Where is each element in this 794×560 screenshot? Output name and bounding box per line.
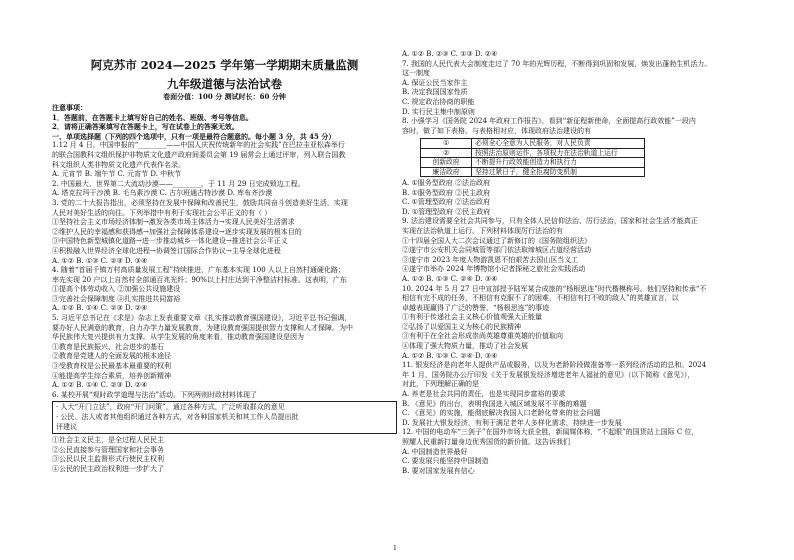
text-line: ③中国特色新型城镇化道路→进一步推动城乡一体化建设→推进社会公平正义 <box>52 237 288 246</box>
table-cell-value: 坚持过紧日子，健全拒腐防变机制 <box>472 167 645 176</box>
text-line: 4. 随着“首届千镇万村高质量发展工程”持续推进，广东基本实现 100 人以上自然村通硬化路； <box>52 266 345 275</box>
text-line: C. 规定政治协商的职能 <box>402 97 475 106</box>
text-line: A. 中国制造世界最好 <box>402 447 468 456</box>
text-line: A. ①② B. ①③ C. ②④ D. ③④ <box>402 351 498 360</box>
exam-title: 阿克苏市 2024—2025 学年第一学期期末质量监测 <box>90 58 359 72</box>
text-line: A. 元宵节 B. 端午节 C. 元宵节 D. 中秋节 <box>52 170 182 179</box>
text-line: ④公民的民主政治权利进一步扩大了 <box>52 464 164 473</box>
text-line: A. ①② B. ①③ C. ②④ D. ③④ <box>402 274 498 283</box>
text-line: B. 要对国家发展有信心 <box>402 466 475 475</box>
text-line: 7. 我国的人民代表大会制度走过了 70 年的光辉历程，不断得到巩固和发展，焕发出蓬勃生机活力。 <box>402 59 712 68</box>
text-line: ①提高个体劳动收入 ②加强公共设施建设 <box>52 285 181 294</box>
material-box <box>52 401 397 434</box>
text-line: 8. 小强学习《国务院 2024 年政府工作报告》，看到“新征程新使命，全面提高行政效能”一段内 <box>402 117 696 126</box>
table-cell-key: 廉洁政府 <box>421 167 472 176</box>
text-line: 华民族伟大复兴提供有力支撑。从学生发展的角度来看，推动教育强国建设是因为 <box>52 333 304 342</box>
text-line: ①十四届全国人大二次会议通过了新修订的《国务院组织法》 <box>402 236 591 245</box>
text-line: ②公民直接参与管理国家和社会事务 <box>52 445 164 454</box>
table-cell-key: ① <box>421 139 472 148</box>
box-line: · 人大“开门立法”，政府“开门问策”，通过各种方式，广泛听取群众的意见 <box>56 403 285 412</box>
text-line: ③完善社会保障制度 ④扎实推进共同富裕 <box>52 294 181 303</box>
box-line: · 公民、法人或者其他组织通过各种方式，对各种国家机关和其工作人员提出批 <box>56 413 299 421</box>
text-line: 11. 银发经济是向老年人提供产品或服务，以及为老龄阶段做准备等一系列经济活动的总和。2024 <box>402 361 707 370</box>
text-line: 卓越表现赢得了广泛的赞誉，“杨根思连”的事迹 <box>402 303 550 312</box>
exam-subtitle: 九年级道德与法治试卷 <box>167 77 282 91</box>
text-line: 科文组织人类非物质文化遗产代表作名录。 <box>52 160 185 169</box>
text-line: 注意事项： <box>52 103 87 112</box>
text-line: C. 《意见》的实施，能彻底解决我国人口老龄化带来的社会问题 <box>402 409 601 418</box>
text-line: ②教育是党建人的全面发展的根本途径 <box>52 352 171 361</box>
text-line: ③遂宁市 2023 年度人物游凯恩不怕艰苦去国山区当义工 <box>402 255 579 264</box>
table-row <box>421 148 645 157</box>
text-line: A. 养老是社会共同的责任，也是实现同步富裕的要求 <box>402 390 566 399</box>
answer-table <box>420 138 645 177</box>
text-line: ③受教育权是公民最基本最重要的权利 <box>52 362 171 371</box>
text-line: ②弘扬了以爱国主义为核心的民族精神 <box>402 322 521 331</box>
text-line: A. 塔克拉玛干沙漠 B. 毛乌素沙漠 C. 古尔班通古特沙漠 D. 库布齐沙漠 <box>52 189 273 198</box>
text-line: 5. 习近平总书记在《求是》杂志上发表重要文章《扎实推动教育强国建设》，习近平总书记强调， <box>52 314 352 323</box>
table-cell-key: ② <box>421 148 472 157</box>
text-line: 实现在法治轨道上运行。下列材料体现厉行法治的有 <box>402 226 563 235</box>
text-line: ①有利于传递社会主义核心价值观强大正能量 <box>402 313 542 322</box>
text-line: 这一制度 <box>402 69 430 78</box>
text-line: 对此，下列理解正确的是 <box>402 380 479 389</box>
text-line: A. ①② B. ①④ C. ②③ D. ②④ <box>52 381 148 390</box>
text-line: 人民对美好生活的向往。下列举措中有利于实现社会公平正义的有（ ） <box>52 208 272 217</box>
table-row <box>421 167 645 176</box>
exam-meta: 卷面分值：100 分 测试时长：60 分钟 <box>163 92 286 101</box>
text-line: 10. 2024 年 5 月 27 日中宣部授予陆军某合成旅的“杨根思连”时代楷模称号。他们坚持和传承“不 <box>402 284 707 293</box>
right-column <box>402 50 772 476</box>
text-line: 1.12 月 4 日，中国申报的“________——中国人庆祝传统新年的社会实践”在巴拉圭亚松森举行 <box>52 141 345 150</box>
text-line: ②维护人民的幸福感和获得感→加强社会保障体系建设→逐步实现发展的根本目的 <box>52 227 302 236</box>
text-line: A. ①② B. ①③ C. ②③ D. ③④ <box>52 256 148 265</box>
text-line: ④积极融入世界经济全球化进程→协调签订国际合作协议→主导全球化进程 <box>52 246 281 255</box>
text-line: C. ①管理型政府 ②法治政府 <box>402 198 491 207</box>
text-line: ④遂宁市举办 2024 年博物馆小记者探秘之旅社会实践活动 <box>402 265 586 274</box>
text-line: A. ①② B. ②③ C. ①③ D. ②④ <box>402 50 498 58</box>
text-line: ③有利于在全社会形成崇尚英雄尊重英雄的价值取向 <box>402 332 563 341</box>
text-line: 容时，做了如下表格。与表格相对应，体现政府法治建设的有 <box>402 126 591 135</box>
text-line: 一、单项选择题（下列的四个选项中，只有一项是最符合题意的。每小题 3 分，共 45 分） <box>52 131 336 141</box>
table-row <box>421 139 645 148</box>
box-line: 评建议 <box>56 422 77 431</box>
table-cell-value: 不断提升行政效能创造力和执行力 <box>472 158 645 167</box>
text-line: 12. 中国的电动车“三剑子”在国外市场大获全胜，新闻媒体称，“不起眼”的国货站上国际 C 位， <box>402 428 699 437</box>
text-line: A. ①服务型政府 ②法治政府 <box>402 178 491 187</box>
text-line: ④能提高学生综合素质，培养创新精神 <box>52 371 171 380</box>
left-column <box>52 103 397 475</box>
text-line: ④体现了强大物质力量，推动了社会发展 <box>402 342 528 351</box>
text-line: ②遂宁市公安机关会同城管等部门依法取缔城区占道经营活动 <box>402 246 591 255</box>
text-line: ③公民以民主监督形式行使民主权利 <box>52 455 164 464</box>
text-line: ①社会主义民主，是全过程人民民主 <box>52 436 164 445</box>
text-line: A. ①② B. ①④ C. ②③ D. ②④ <box>52 304 148 313</box>
text-line: B. 《意见》的出台，表明我国进入城区域发展不平衡的难题 <box>402 399 587 408</box>
table-cell-key: 创新政府 <box>421 158 472 167</box>
text-line: C. 要发展只能坚持中国制造 <box>402 457 489 466</box>
text-line: D. 发展社大银发经济，有利于满足老年人多样化需求，持续进一步发展 <box>402 418 622 427</box>
text-line: 1．答题前，在答题卡上填写好自己的姓名、班级、考号等信息。 <box>52 112 253 122</box>
text-line: 3. 党的二十大报告指出，必须坚持在发展中保障和改善民生，鼓励共同奋斗创造美好生活，实现 <box>52 198 348 207</box>
table-cell-value: 按照法治原则运作，各项权力在法治轨道上运行 <box>472 148 645 157</box>
text-line: B. 决定我国国家性质 <box>402 88 468 97</box>
table-row <box>421 158 645 167</box>
text-line: B. ①服务型政府 ②民主政府 <box>402 188 491 197</box>
table-cell-value: 必须全心全意为人民服务，对人民负责 <box>472 139 645 148</box>
text-line: ①教育是民族振兴、社会进步的基石 <box>52 342 164 351</box>
text-line: 要办好人民满意的教育，自力办学力量发展教育，为建设教育强国提供智力支撑和人才保障。为中 <box>52 323 353 332</box>
text-line: D. 实行民主集中制原则 <box>402 107 475 116</box>
text-line: 率先实现 20 户以上自然村全部通百兆光纤；90%以上村庄达到干净整洁村标准。这表明，广东 <box>52 275 347 284</box>
text-line: 2．请将正确答案填写在答题卡上，写在试卷上的答案无效。 <box>52 122 239 132</box>
text-line: ①坚持社会主义市场经济体制→激发各类市场主体活力→实现人民美好生活需求 <box>52 218 295 227</box>
text-line: A. 保证公民当家作主 <box>402 78 468 87</box>
text-line: 9. 法治建设需要全社会共同参与，只有全体人民信仰法治、厉行法治，国家和社会生活才能真正 <box>402 217 698 226</box>
text-line: 年 1 月，国务院办公厅印发《关于发展银发经济增进老年人福祉的意见》（以下简称《意见》）， <box>402 370 695 379</box>
text-line: 2. 中国最大、世界第二大流动沙漠——________，于 11 月 29 日完成锁边工程。 <box>52 179 305 188</box>
text-line: 6. 某校开展“观时政学道理与法治”活动。下列两则时政材料体现了 <box>52 390 258 399</box>
page-number: 1 <box>393 545 397 552</box>
text-line: 的联合国教科文组织保护非物质文化遗产政府间委员会第 19 届常会上通过评审，列入联合国教 <box>52 150 346 159</box>
text-line: 照耀人民重新打量身边优秀国货的新价值。这告诉我们 <box>402 438 570 446</box>
text-line: D. ①管理型政府 ②民主政府 <box>402 207 491 216</box>
text-line: 相信有完不成的任务，不相信有克服不了的困难，不相信有打不败的敌人”的英雄宣言，以 <box>402 294 679 303</box>
